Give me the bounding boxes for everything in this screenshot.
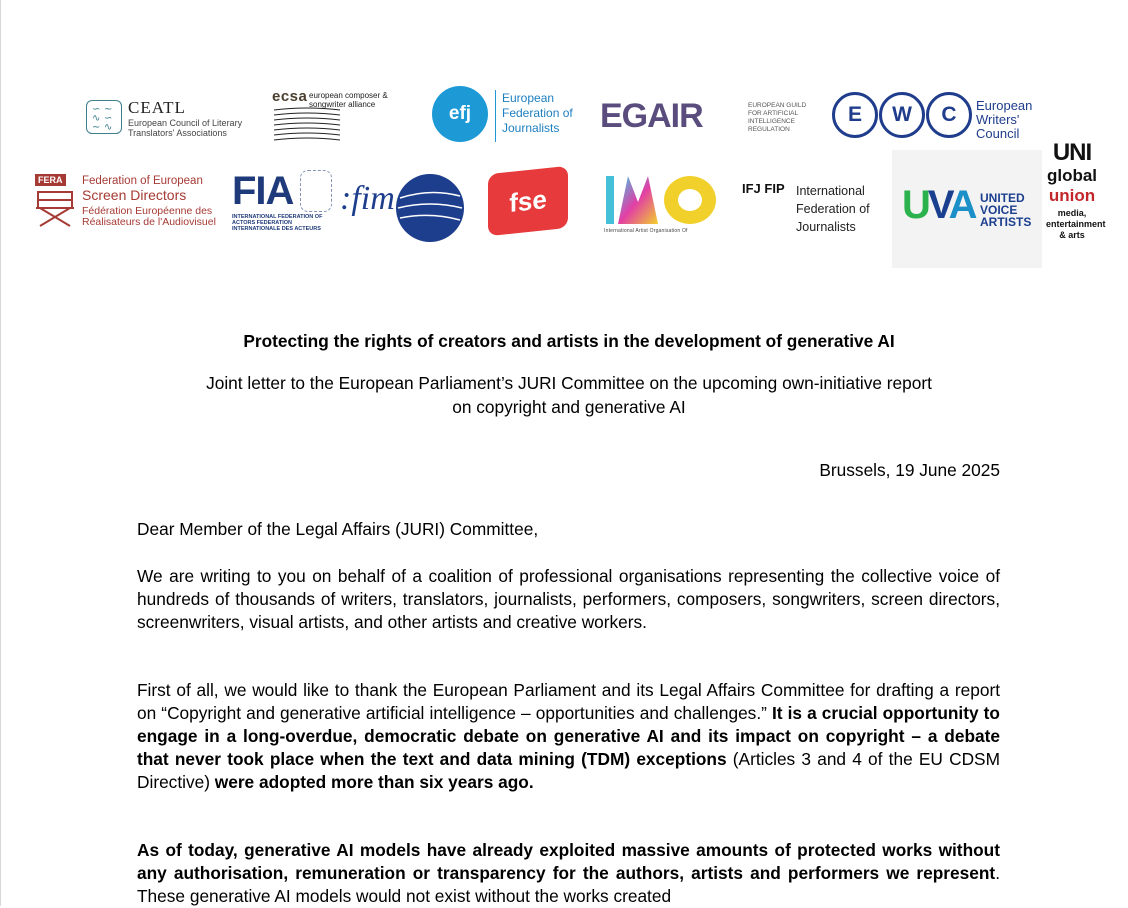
ceatl-name: CEATL — [128, 98, 186, 117]
fera-tag: FERA — [35, 174, 66, 186]
paragraph-2 — [137, 679, 1000, 794]
efj-divider — [495, 90, 496, 142]
fia-subtitle: INTERNATIONAL FEDERATION OF ACTORS FEDERATION INTERNATIONALE DES ACTEURS — [232, 214, 323, 232]
letter-subtitle-line2: on copyright and generative AI — [452, 397, 686, 417]
globe-icon — [396, 174, 464, 242]
fera-line1: Federation of European — [82, 175, 203, 187]
uni-name: UNI — [1052, 139, 1092, 166]
dateline: Brussels, 19 June 2025 — [819, 460, 1000, 480]
ewc-logo — [832, 92, 1042, 144]
director-chair-icon — [34, 190, 76, 228]
uni-line1: global — [1046, 166, 1098, 185]
fim-logo — [340, 174, 466, 246]
paragraph-3-text: . These generative AI models would not exist without the works created — [137, 863, 1000, 906]
letter-subtitle-line1: Joint letter to the European Parliament’s JURI Committee on the upcoming own-initiative report — [206, 373, 932, 393]
fera-line2: Screen Directors — [82, 187, 187, 203]
paragraph-3 — [137, 839, 1000, 908]
sound-waves-icon — [272, 106, 342, 142]
fia-name: FIA — [232, 169, 294, 213]
ecsa-name: ecsa — [272, 88, 308, 105]
salutation: Dear Member of the Legal Affairs (JURI) Committee, — [137, 519, 539, 539]
fse-logo — [488, 170, 572, 236]
ceatl-emblem-icon: ∽ ∼ ∿ ∽ ∼ ∿ — [86, 100, 122, 134]
ifj-text: International Federation of Journalists — [796, 184, 870, 234]
ecsa-logo — [272, 88, 412, 144]
ewc-letter-c: C — [926, 92, 972, 138]
paragraph-2-text: First of all, we would like to thank the European Parliament and its Legal Affairs Committee for drafting a report on “Copyright and generative artificial intelligence – opportunities and challenges.” — [137, 680, 1000, 723]
uni-subtitle: media, entertainment & arts — [1046, 208, 1106, 240]
paragraph-2-emphasis-end: were adopted more than six years ago. — [214, 772, 534, 792]
fera-line3: Fédération Européenne des Réalisateurs de l'Audiovisuel — [82, 205, 216, 228]
fim-name: :fim — [340, 180, 395, 217]
paragraph-3-emphasis: As of today, generative AI models have already exploited massive amounts of protected works without any authorisation, remuneration or transparency for the authors, artists and performers we represent — [137, 840, 1000, 883]
uva-name: UVA — [902, 183, 975, 227]
ewc-text: European Writers' Council — [976, 98, 1033, 141]
egair-subtitle: EUROPEAN GUILD FOR ARTIFICIAL INTELLIGENCE REGULATION — [748, 102, 807, 133]
ceatl-subtitle: European Council of Literary Translators' Associations — [128, 118, 243, 138]
ecsa-subtitle: european composer & songwriter alliance — [309, 91, 388, 109]
efj-text: European Federation of Journalists — [502, 91, 573, 135]
efj-mark: efj — [432, 86, 488, 142]
egair-logo — [600, 98, 810, 138]
paragraph-2-emphasis: It is a crucial opportunity to engage in a long-overdue, democratic debate on generative AI and its impact on copyright – a debate that never took place when the text and data mining (TDM) exceptions — [137, 703, 1000, 769]
ifj-logo — [742, 180, 882, 236]
uva-text: UNITED VOICE ARTISTS — [980, 191, 1032, 229]
uva-logo — [892, 150, 1042, 268]
letter-title: Protecting the rights of creators and artists in the development of generative AI — [243, 331, 895, 351]
uni-line2: union — [1048, 186, 1096, 205]
ewc-letter-e: E — [832, 92, 878, 138]
fera-logo — [32, 174, 217, 230]
iao-mark-icon — [604, 172, 720, 228]
efj-logo — [432, 84, 572, 146]
fia-logo — [232, 170, 332, 232]
ewc-letter-w: W — [879, 92, 925, 138]
paragraph-1: We are writing to you on behalf of a coalition of professional organisations representing the collective voice of hundreds of thousands of writers, translators, journalists, performers, composers, songwriters, screen directors, screenwriters, visual artists, and other artists and creative workers. — [137, 566, 1000, 632]
ifj-mark: IFJ FIP — [742, 181, 785, 196]
page-edge — [0, 0, 1, 906]
world-map-icon — [300, 170, 332, 212]
iao-logo — [604, 172, 720, 238]
iao-subtitle: International Artist Organisation Of — [604, 228, 688, 234]
paragraph-2-articles: (Articles 3 and 4 of the EU CDSM Directive) — [137, 749, 1000, 792]
ceatl-logo — [86, 98, 246, 138]
uni-logo — [1046, 139, 1106, 280]
egair-name: EGAIR — [600, 97, 703, 135]
letter-subtitle — [0, 371, 1128, 419]
fse-name: fse — [488, 166, 568, 236]
